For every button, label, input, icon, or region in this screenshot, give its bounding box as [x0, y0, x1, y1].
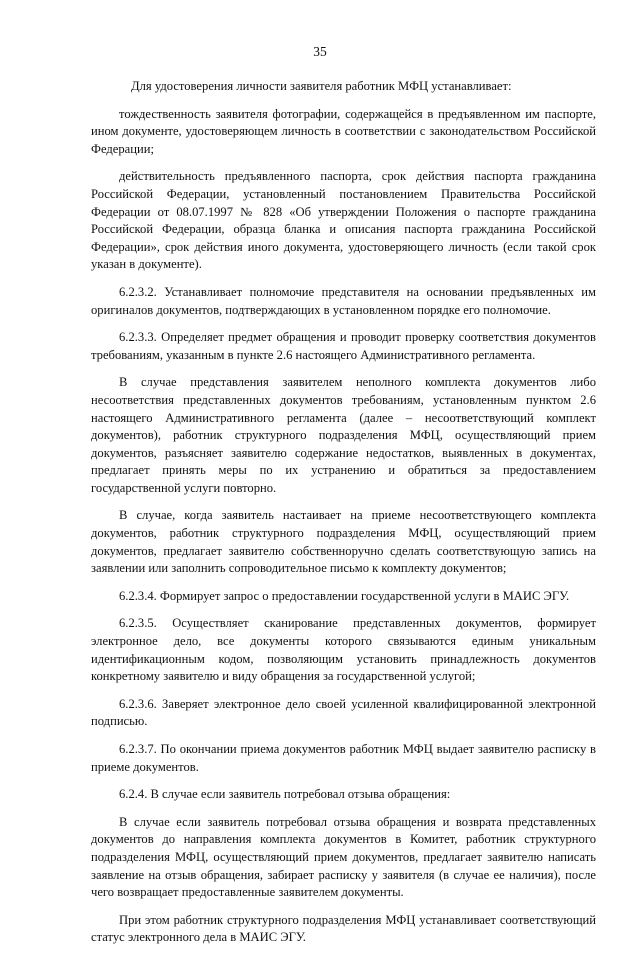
paragraph-6-2-3-2: 6.2.3.2. Устанавливает полномочие представителя на основании предъявленных им оригиналов документов, подтверждающих в установленном порядке его полномочие.: [91, 284, 596, 317]
paragraph-incomplete-documents: В случае представления заявителем неполного комплекта документов либо несоответствия представленных документов требованиям, установленным пунктом 2.6 настоящего Административного регламента (далее – несоответствующий комплект документов), работник структурного подразделения МФЦ, осуществляющий прием документов, разъясняет заявителю содержание недостатков, выявленных в документах, предлагает принять меры по их устранению и обратиться за предоставлением государственной услуги повторно.: [91, 375, 596, 495]
page-number: 35: [313, 44, 327, 59]
paragraph-6-2-3-4: 6.2.3.4. Формирует запрос о предоставлении государственной услуги в МАИС ЭГУ.: [119, 588, 570, 603]
paragraph-identity-photo: тождественность заявителя фотографии, содержащейся в предъявленном им паспорте, ином документе, удостоверяющем личность в соответствии с законодательством Российской Федерации;: [91, 106, 596, 156]
paragraph-6-2-3-3: 6.2.3.3. Определяет предмет обращения и проводит проверку соответствия документов требованиям, указанным в пункте 2.6 настоящего Административного регламента.: [91, 330, 596, 362]
paragraph-passport-validity: действительность предъявленного паспорта, срок действия паспорта гражданина Российской Федерации, установленный постановлением Правительства Российской Федерации от 08.07.1997 № 828 «Об утверждении Положения о паспорте гражданина Российской Федерации, образца бланка и описания паспорта гражданина Российской Федерации», срок действия иного документа, удостоверяющего личность (если такой срок указан в документе).: [91, 169, 596, 272]
paragraph-6-2-3-5: 6.2.3.5. Осуществляет сканирование представленных документов, формирует электронное дело, все документы которого связываются единым уникальным идентификационным кодом, позволяющим установить принадлежность документов конкретному заявителю и виду обращения за государственной услугой;: [91, 616, 596, 684]
paragraph-6-2-3-6: 6.2.3.6. Заверяет электронное дело своей усиленной квалифицированной электронной подписью.: [91, 696, 596, 729]
paragraph-status-update: При этом работник структурного подразделения МФЦ устанавливает соответствующий статус электронного дела в МАИС ЭГУ.: [91, 912, 596, 945]
paragraph-6-2-4: 6.2.4. В случае если заявитель потребовал отзыва обращения:: [119, 787, 451, 802]
document-body: [91, 78, 596, 957]
paragraph-applicant-insists: В случае, когда заявитель настаивает на приеме несоответствующего комплекта документов, работник структурного подразделения МФЦ, осуществляющий прием документов, предлагает заявителю собственноручно сделать соответствующую запись на заявлении или заполнить сопроводительное письмо к комплекту документов;: [91, 508, 596, 576]
paragraph-withdrawal: В случае если заявитель потребовал отзыва обращения и возврата представленных документов до направления комплекта документов в Комитет, работник структурного подразделения МФЦ, осуществляющий прием документов, предлагает заявителю написать заявление на отзыв обращения, забирает расписку у заявителя (в случае ее наличия), после чего возвращает предоставленные заявителем документы.: [91, 814, 596, 900]
paragraph-6-2-3-7: 6.2.3.7. По окончании приема документов работник МФЦ выдает заявителю расписку в приеме документов.: [91, 742, 596, 774]
paragraph-identity-intro: Для удостоверения личности заявителя работник МФЦ устанавливает:: [131, 79, 512, 93]
